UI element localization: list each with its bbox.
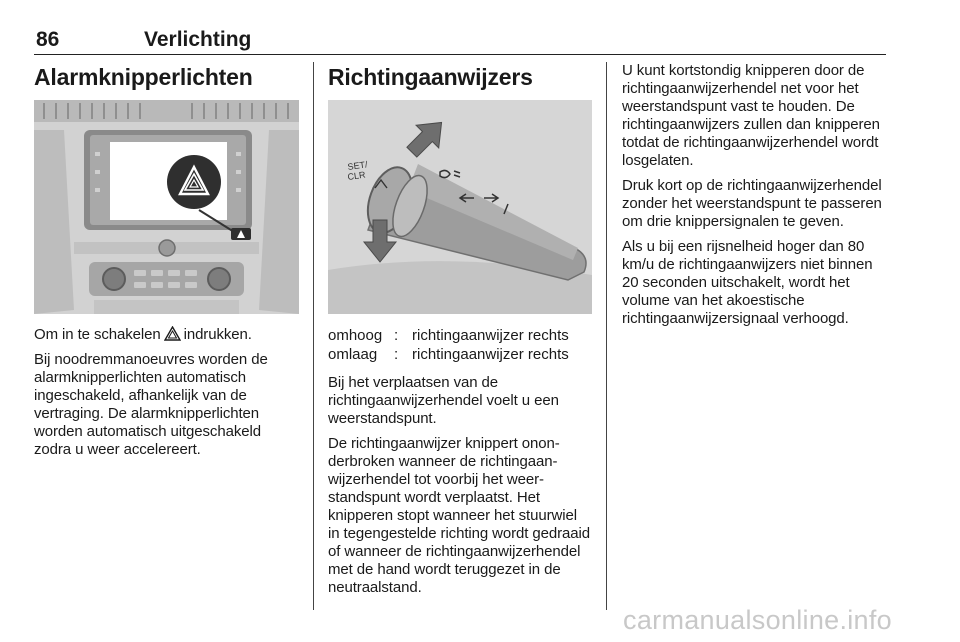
stalk-set-label: SET/ xyxy=(346,159,369,172)
table-row xyxy=(328,326,569,345)
column-divider xyxy=(606,62,607,610)
direction-table xyxy=(328,326,569,364)
table-row xyxy=(328,345,569,364)
column-divider xyxy=(313,62,314,610)
separator: : xyxy=(394,346,399,363)
instruction-text: Om in te schakelen xyxy=(34,326,161,343)
body-paragraph: U kunt kortstondig knipperen door de richtingaanwijzerhendel net voor het weerstandspunt vast te houden. De richtingaanwijzers zullen dan knipperen totdat de richtingaanwijzerhendel wordt losgelaten. xyxy=(622,62,880,169)
turn-signals-section xyxy=(328,62,592,604)
body-paragraph: Bij het verplaatsen van de richtingaanwijzerhendel voelt u een weerstandspunt. xyxy=(328,374,559,427)
direction-key: omhoog xyxy=(328,327,383,344)
body-paragraph: Als u bij een rijsnelheid hoger dan 80 km/u de richtingaanwijzers niet binnen 20 seconden uitschakelt, wordt het volume van het akoestische richtingaanwijzersignaal verhoogd. xyxy=(622,238,873,327)
hazard-instruction xyxy=(34,326,299,344)
stalk-clr-label: CLR xyxy=(346,169,367,182)
separator: : xyxy=(394,327,399,344)
section-title: Richtingaanwijzers xyxy=(328,64,533,90)
page-header xyxy=(34,28,886,55)
page-number: 86 xyxy=(36,28,60,51)
turn-signal-stalk-illustration xyxy=(328,100,592,314)
instruction-text: indrukken. xyxy=(183,326,252,343)
direction-value: richtingaanwijzer rechts xyxy=(412,346,569,363)
direction-value: richtingaanwijzer rechts xyxy=(412,327,569,344)
body-paragraph: Bij noodremmanoeuvres worden de alarmknipperlichten automatisch ingeschakeld, afhankelijk van de vertraging. De alarmknipperlichten worden automatisch uitgeschakeld zodra u weer accelereert. xyxy=(34,351,268,458)
chapter-title: Verlichting xyxy=(144,28,252,51)
hazard-warning-icon xyxy=(164,326,181,341)
turn-signals-continued xyxy=(622,62,887,335)
watermark-text: carmanualsonline.info xyxy=(623,605,892,635)
body-paragraph: De richtingaanwijzer knippert ononderbroken wanneer de richtingaanwijzerhendel tot voorbij het weerstandspunt wordt verplaatst. Het knipperen stopt wanneer het stuurwiel in tegengestelde richting wordt gedraaid of wanneer de richtingaanwijzerhendel met de hand wordt teruggezet in de neutraalstand. xyxy=(328,435,591,596)
hazard-lights-section xyxy=(34,62,299,466)
section-title: Alarmknipperlichten xyxy=(34,64,253,90)
direction-key: omlaag xyxy=(328,346,378,363)
body-paragraph: Druk kort op de richtingaanwijzerhendel zonder het weerstandspunt te passeren om drie knippersignalen te geven. xyxy=(622,177,882,230)
dashboard-illustration xyxy=(34,100,299,314)
